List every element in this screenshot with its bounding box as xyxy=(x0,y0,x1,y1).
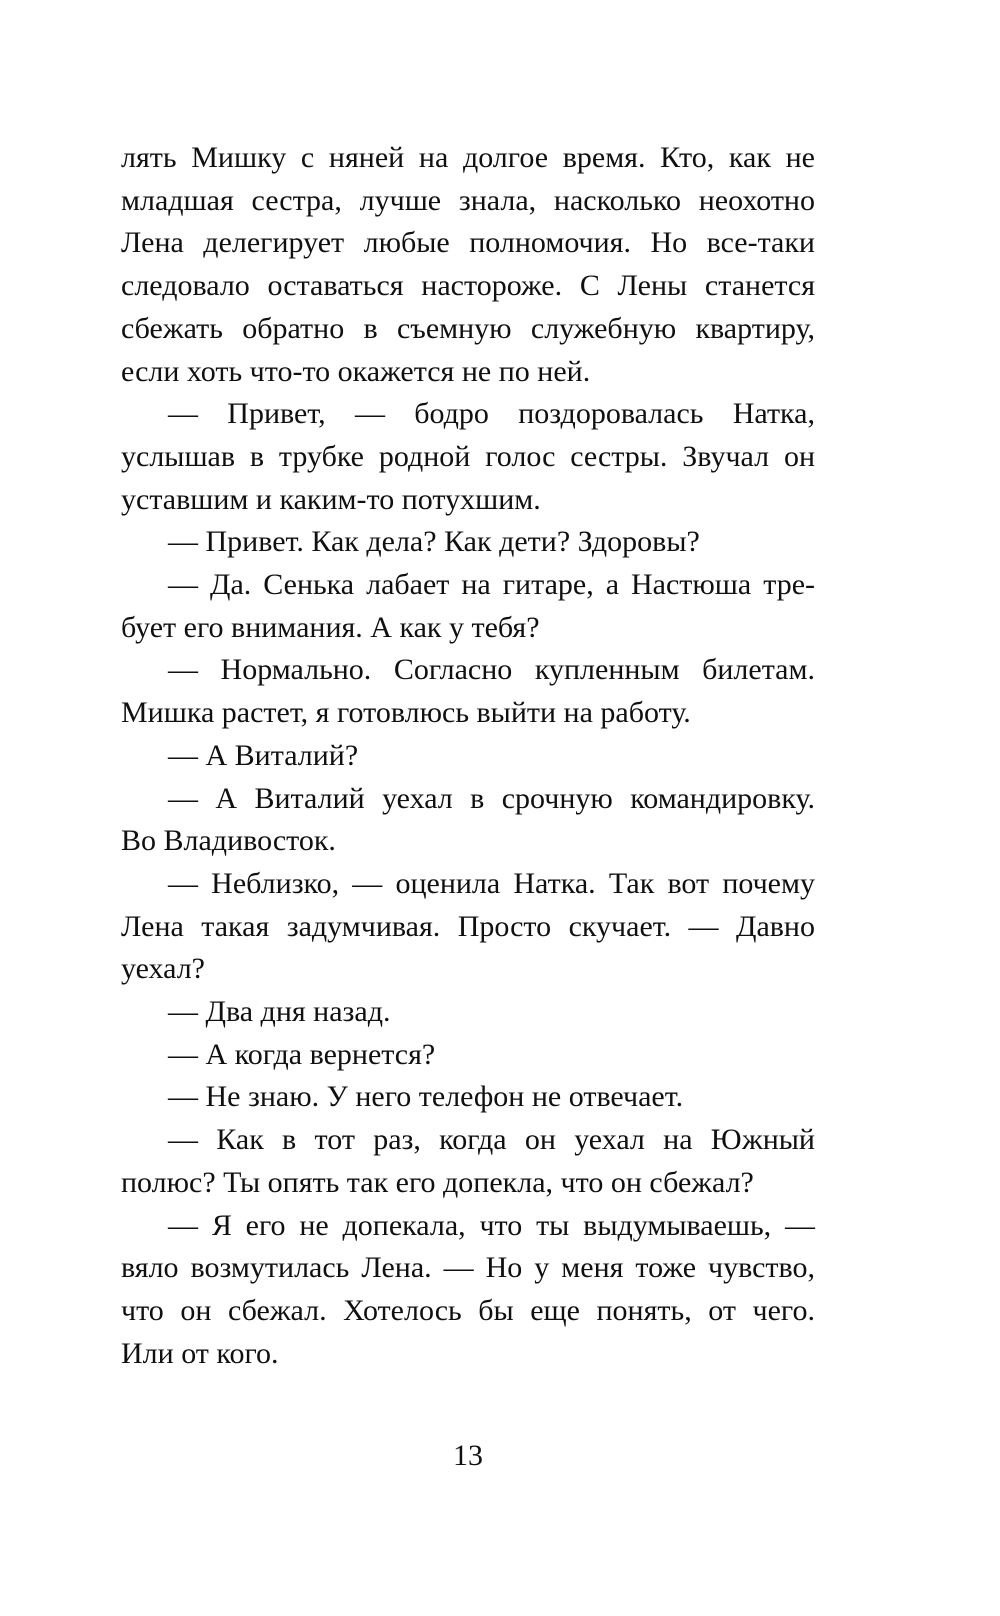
text-line: Или от кого. xyxy=(121,1336,279,1370)
text-line: услышав в трубке родной голос сестры. Звучал он xyxy=(121,439,815,473)
paragraph xyxy=(121,1205,815,1376)
text-line: лять Мишку с няней на долгое время. Кто, как не xyxy=(121,141,815,174)
text-line: — Да. Сенька лабает на гитаре, а Настюша тре- xyxy=(168,568,815,602)
paragraph xyxy=(121,863,815,991)
text-line: Лена такая задумчивая. Просто скучает. — Давно xyxy=(121,909,815,943)
paragraph xyxy=(121,1034,815,1077)
page-text xyxy=(121,137,815,1375)
paragraph xyxy=(121,521,815,564)
text-line: вяло возмутилась Лена. — Но у меня тоже чувство, xyxy=(121,1251,815,1285)
paragraph xyxy=(121,564,815,649)
text-line: следовало оставаться настороже. С Лены станется xyxy=(121,269,815,303)
text-line: — А Виталий уехал в срочную командировку. xyxy=(168,781,815,815)
text-line: Мишка растет, я готовлюсь выйти на работу. xyxy=(121,696,691,730)
text-line: младшая сестра, лучше знала, насколько неохотно xyxy=(121,183,815,217)
text-line: Во Владивосток. xyxy=(121,824,336,858)
paragraph xyxy=(121,778,815,863)
text-line: — А Виталий? xyxy=(168,738,359,772)
text-line: — Как в тот раз, когда он уехал на Южный xyxy=(168,1123,815,1157)
text-line: — Два дня назад. xyxy=(168,995,391,1029)
paragraph xyxy=(121,991,815,1034)
paragraph xyxy=(121,393,815,521)
page-number: 13 xyxy=(453,1439,483,1472)
text-line: — Не знаю. У него телефон не отвечает. xyxy=(168,1080,684,1114)
paragraph xyxy=(121,137,815,393)
paragraph xyxy=(121,735,815,778)
text-line: уставшим и каким-то потухшим. xyxy=(121,482,541,516)
text-line: уехал? xyxy=(121,952,205,986)
text-line: — А когда вернется? xyxy=(168,1037,436,1071)
text-line: бует его внимания. А как у тебя? xyxy=(121,610,540,644)
text-line: Лена делегирует любые полномочия. Но все-таки xyxy=(121,226,815,260)
text-line: полюс? Ты опять так его допекла, что он сбежал? xyxy=(121,1165,754,1199)
paragraph xyxy=(121,1076,815,1119)
paragraph xyxy=(121,1119,815,1204)
paragraph xyxy=(121,649,815,734)
text-line: — Нормально. Согласно купленным билетам. xyxy=(168,653,815,687)
text-line: — Привет. Как дела? Как дети? Здоровы? xyxy=(168,525,700,559)
text-line: — Привет, — бодро поздоровалась Натка, xyxy=(168,397,815,431)
text-line: если хоть что-то окажется не по ней. xyxy=(121,354,591,388)
text-line: что он сбежал. Хотелось бы еще понять, от чего. xyxy=(121,1293,815,1327)
text-line: — Я его не допекала, что ты выдумываешь, — xyxy=(168,1208,815,1242)
text-line: сбежать обратно в съемную служебную квартиру, xyxy=(121,311,815,345)
text-line: — Неблизко, — оценила Натка. Так вот почему xyxy=(168,866,815,900)
